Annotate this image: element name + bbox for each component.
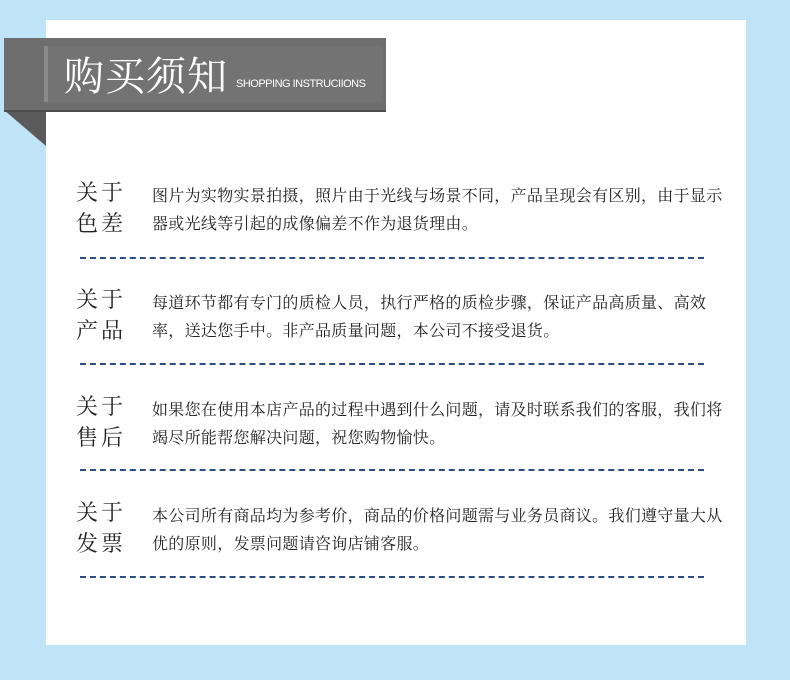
- header-ribbon-fold: [4, 110, 46, 146]
- page-subtitle: SHOPPING INSTRUCIIONS: [236, 78, 366, 90]
- dashed-divider: [80, 576, 704, 578]
- section-label-line1: 关于: [76, 395, 127, 420]
- dashed-divider: [80, 469, 704, 471]
- section-label-line1: 关于: [76, 181, 127, 206]
- section-label-line1: 关于: [76, 288, 127, 313]
- section-label: [76, 392, 136, 454]
- section-label-line2: 售后: [76, 426, 127, 451]
- dashed-divider: [80, 363, 704, 365]
- section-label-line2: 产品: [76, 319, 127, 344]
- header-ribbon: [4, 38, 386, 112]
- section-text: 图片为实物实景拍摄，照片由于光线与场景不同，产品呈现会有区别，由于显示器或光线等引起的成像偏差不作为退货理由。: [152, 186, 723, 233]
- section-text: 如果您在使用本店产品的过程中遇到什么问题，请及时联系我们的客服，我们将竭尽所能帮您解决问题，祝您购物愉快。: [152, 400, 723, 447]
- section-label-line1: 关于: [76, 501, 127, 526]
- section-text: 每道环节都有专门的质检人员，执行严格的质检步骤，保证产品高质量、高效率，送达您手中。非产品质量问题，本公司不接受退货。: [152, 293, 707, 340]
- section-label-line2: 发票: [76, 532, 127, 557]
- section-text: 本公司所有商品均为参考价，商品的价格问题需与业务员商议。我们遵守量大从优的原则，发票问题请咨询店铺客服。: [152, 506, 723, 553]
- section-label: [76, 178, 136, 240]
- section-label: [76, 285, 136, 347]
- page-title: 购买须知: [64, 54, 228, 100]
- section-label-line2: 色差: [76, 212, 127, 237]
- section-label: [76, 498, 136, 560]
- dashed-divider: [80, 257, 704, 259]
- header-ribbon-inner: [44, 46, 382, 102]
